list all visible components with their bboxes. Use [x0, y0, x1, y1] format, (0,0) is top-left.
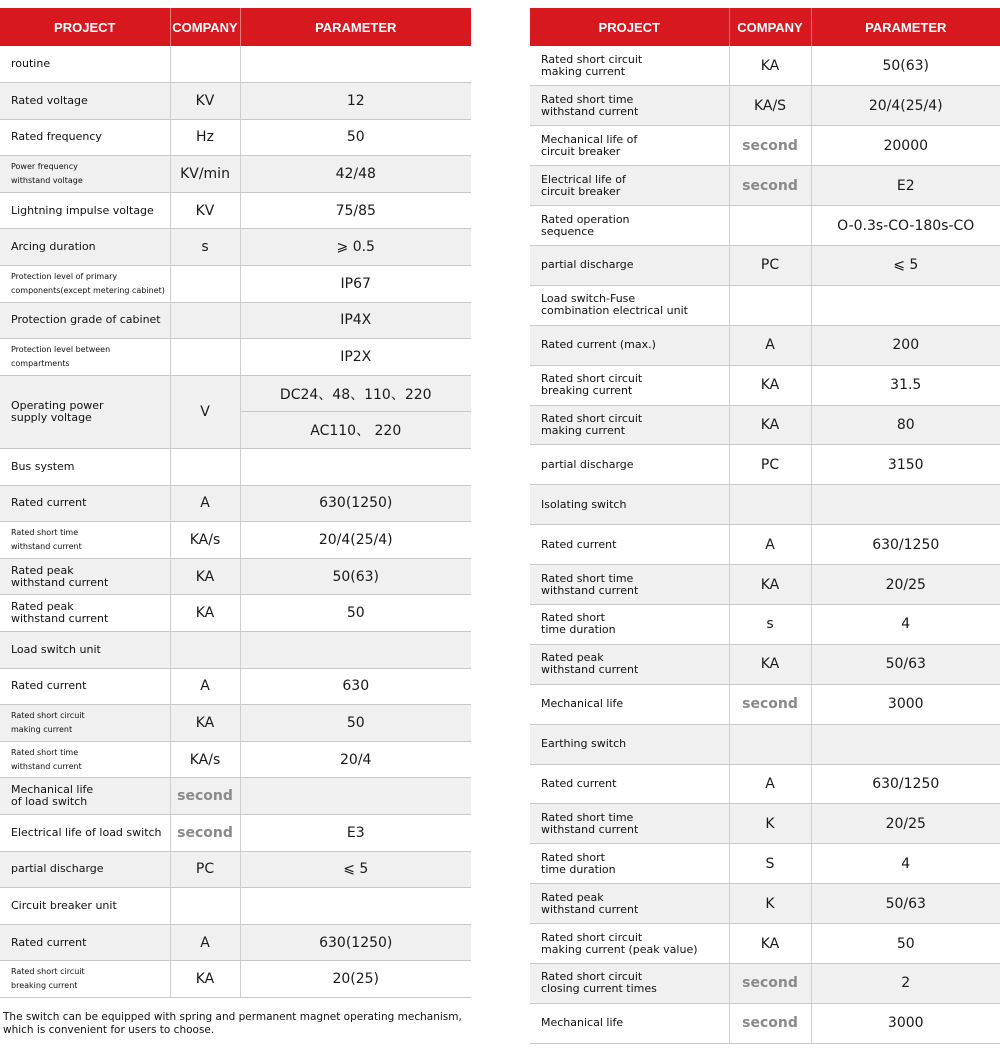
parameter-cell: 50: [240, 119, 471, 156]
company-cell: PC: [729, 445, 811, 485]
table-row: [0, 339, 471, 376]
company-cell: KV/min: [170, 156, 240, 193]
company-cell: A: [170, 485, 240, 522]
parameter-cell: 50(63): [240, 558, 471, 595]
parameter-cell: [240, 449, 471, 486]
table-row: [530, 86, 1000, 126]
company-cell: A: [170, 668, 240, 705]
parameter-cell: [811, 285, 1000, 325]
table-row: [0, 558, 471, 595]
project-cell: Earthing switch: [530, 724, 729, 764]
project-cell: Electrical life of load switch: [0, 814, 170, 851]
company-cell: s: [170, 229, 240, 266]
parameter-cell: 630(1250): [240, 485, 471, 522]
table-row: [0, 778, 471, 815]
project-cell: Rated peak withstand current: [0, 595, 170, 632]
project-cell: Rated short time withstand current: [0, 741, 170, 778]
table-row: [530, 365, 1000, 405]
project-cell: Circuit breaker unit: [0, 888, 170, 925]
table-row: [530, 445, 1000, 485]
project-cell: Rated peak withstand current: [0, 558, 170, 595]
project-cell: Rated frequency: [0, 119, 170, 156]
company-cell: second: [729, 684, 811, 724]
company-cell: KA: [170, 961, 240, 998]
project-cell: Rated short time duration: [530, 604, 729, 644]
company-cell: KV: [170, 83, 240, 120]
parameter-cell: IP2X: [240, 339, 471, 376]
table-row: [0, 595, 471, 632]
parameter-cell: 50(63): [811, 46, 1000, 86]
project-cell: Rated current: [530, 525, 729, 565]
table-row: [0, 119, 471, 156]
parameter-cell: E2: [811, 166, 1000, 206]
project-cell: Protection grade of cabinet: [0, 302, 170, 339]
left-spec-table: [0, 8, 471, 998]
table-row: [530, 804, 1000, 844]
project-cell: Rated short circuit breaking current: [530, 365, 729, 405]
table-row: [530, 884, 1000, 924]
company-cell: PC: [729, 245, 811, 285]
company-cell: [170, 302, 240, 339]
project-cell: Mechanical life of load switch: [0, 778, 170, 815]
table-row: [530, 1003, 1000, 1043]
parameter-cell: 50/63: [811, 644, 1000, 684]
parameter-cell: 3000: [811, 1003, 1000, 1043]
company-cell: [729, 285, 811, 325]
project-cell: partial discharge: [530, 445, 729, 485]
table-row: [530, 405, 1000, 445]
parameter-cell: 630/1250: [811, 764, 1000, 804]
table-row: [0, 485, 471, 522]
company-cell: [170, 449, 240, 486]
project-cell: Rated short time duration: [530, 844, 729, 884]
project-cell: Mechanical life: [530, 1003, 729, 1043]
parameter-cell: 630(1250): [240, 924, 471, 961]
project-cell: Bus system: [0, 449, 170, 486]
table-row: [0, 449, 471, 486]
parameter-cell: 20/4(25/4): [240, 522, 471, 559]
footnote: The switch can be equipped with spring and permanent magnet operating mechanism, which is convenient for users to choose.: [3, 1011, 462, 1036]
table-row: [0, 83, 471, 120]
table-row: [0, 156, 471, 193]
parameter-cell: [240, 46, 471, 83]
project-cell: Isolating switch: [530, 485, 729, 525]
project-cell: Rated peak withstand current: [530, 644, 729, 684]
company-cell: second: [729, 126, 811, 166]
parameter-cell: 630: [240, 668, 471, 705]
parameter-cell: 12: [240, 83, 471, 120]
table-row: [0, 632, 471, 669]
company-cell: KA: [729, 46, 811, 86]
company-cell: [170, 632, 240, 669]
parameter-cell: 20/4: [240, 741, 471, 778]
company-cell: [170, 339, 240, 376]
table-row: [0, 668, 471, 705]
project-cell: Lightning impulse voltage: [0, 192, 170, 229]
parameter-cell: E3: [240, 814, 471, 851]
table-row: [0, 46, 471, 83]
company-cell: KA: [170, 595, 240, 632]
company-cell: [170, 266, 240, 303]
table-row: [0, 266, 471, 303]
company-cell: KA: [170, 705, 240, 742]
table-row: [0, 522, 471, 559]
project-cell: Rated current (max.): [530, 325, 729, 365]
company-cell: V: [170, 375, 240, 448]
parameter-cell: O-0.3s-CO-180s-CO: [811, 206, 1000, 246]
project-cell: Rated short circuit breaking current: [0, 961, 170, 998]
project-cell: Mechanical life of circuit breaker: [530, 126, 729, 166]
parameter-cell: 50/63: [811, 884, 1000, 924]
table-row: [0, 705, 471, 742]
table-row: [530, 206, 1000, 246]
project-cell: routine: [0, 46, 170, 83]
parameter-cell: 20(25): [240, 961, 471, 998]
parameter-cell: 4: [811, 604, 1000, 644]
company-cell: [170, 46, 240, 83]
parameter-cell: 3000: [811, 684, 1000, 724]
parameter-cell: 80: [811, 405, 1000, 445]
parameter-cell: 4: [811, 844, 1000, 884]
table-row: [530, 764, 1000, 804]
parameter-cell: 42/48: [240, 156, 471, 193]
company-cell: KV: [170, 192, 240, 229]
project-cell: Protection level of primary components(except metering cabinet): [0, 266, 170, 303]
project-cell: Rated current: [0, 668, 170, 705]
table-row: [0, 229, 471, 266]
table-row: [530, 126, 1000, 166]
project-cell: Rated short circuit making current: [530, 405, 729, 445]
project-cell: Rated short time withstand current: [0, 522, 170, 559]
left-header-row: [0, 8, 471, 46]
parameter-cell: 20/25: [811, 804, 1000, 844]
project-cell: Electrical life of circuit breaker: [530, 166, 729, 206]
project-cell: Load switch-Fuse combination electrical unit: [530, 285, 729, 325]
parameter-cell: 20/4(25/4): [811, 86, 1000, 126]
company-cell: A: [170, 924, 240, 961]
company-cell: PC: [170, 851, 240, 888]
project-header: PROJECT: [0, 8, 170, 46]
parameter-cell: IP4X: [240, 302, 471, 339]
parameter-cell: [240, 888, 471, 925]
parameter-cell: [811, 485, 1000, 525]
company-cell: KA: [170, 558, 240, 595]
table-row: [530, 325, 1000, 365]
table-row: [530, 46, 1000, 86]
company-cell: K: [729, 804, 811, 844]
table-row: [0, 814, 471, 851]
company-cell: second: [729, 1003, 811, 1043]
company-cell: second: [729, 166, 811, 206]
table-row: [530, 245, 1000, 285]
company-cell: A: [729, 764, 811, 804]
left-table-body: [0, 46, 471, 997]
company-cell: KA: [729, 924, 811, 964]
project-cell: Rated short time withstand current: [530, 804, 729, 844]
parameter-cell: 50: [240, 595, 471, 632]
company-cell: second: [170, 814, 240, 851]
table-row: [530, 525, 1000, 565]
table-row: [0, 888, 471, 925]
table-row: [530, 724, 1000, 764]
parameter-cell: DC24、48、110、220: [240, 375, 471, 412]
company-cell: KA: [729, 565, 811, 605]
table-row: [0, 961, 471, 998]
parameter-cell: 31.5: [811, 365, 1000, 405]
parameter-cell: IP67: [240, 266, 471, 303]
company-cell: [729, 485, 811, 525]
right-spec-table: [530, 8, 1000, 1044]
company-cell: KA: [729, 405, 811, 445]
table-row: [530, 604, 1000, 644]
parameter-cell: AC110、 220: [240, 412, 471, 449]
project-cell: partial discharge: [0, 851, 170, 888]
project-header: PROJECT: [530, 8, 729, 46]
company-cell: KA: [729, 365, 811, 405]
parameter-cell: 20/25: [811, 565, 1000, 605]
parameter-cell: 50: [811, 924, 1000, 964]
parameter-cell: 630/1250: [811, 525, 1000, 565]
project-cell: Mechanical life: [530, 684, 729, 724]
parameter-cell: 75/85: [240, 192, 471, 229]
parameter-cell: [811, 724, 1000, 764]
table-row: [530, 924, 1000, 964]
parameter-cell: 50: [240, 705, 471, 742]
project-cell: Rated short circuit making current: [0, 705, 170, 742]
parameter-cell: ⩽ 5: [240, 851, 471, 888]
table-row: [530, 565, 1000, 605]
project-cell: Rated voltage: [0, 83, 170, 120]
project-cell: Rated short time withstand current: [530, 86, 729, 126]
table-row: [530, 684, 1000, 724]
project-cell: Rated current: [0, 485, 170, 522]
project-cell: Protection level between compartments: [0, 339, 170, 376]
project-cell: Rated operation sequence: [530, 206, 729, 246]
project-cell: Rated short circuit making current: [530, 46, 729, 86]
project-cell: Rated current: [530, 764, 729, 804]
company-cell: Hz: [170, 119, 240, 156]
table-row: [530, 963, 1000, 1003]
company-cell: KA: [729, 644, 811, 684]
project-cell: Rated current: [0, 924, 170, 961]
table-row: [530, 844, 1000, 884]
parameter-cell: ⩽ 5: [811, 245, 1000, 285]
table-row: [0, 192, 471, 229]
table-row: [0, 302, 471, 339]
company-cell: second: [729, 963, 811, 1003]
table-row: [0, 924, 471, 961]
table-row: [530, 166, 1000, 206]
table-row: [530, 285, 1000, 325]
project-cell: partial discharge: [530, 245, 729, 285]
parameter-cell: 3150: [811, 445, 1000, 485]
company-cell: A: [729, 325, 811, 365]
project-cell: Operating power supply voltage: [0, 375, 170, 448]
company-header: COMPANY: [729, 8, 811, 46]
project-cell: Rated short circuit closing current times: [530, 963, 729, 1003]
company-cell: A: [729, 525, 811, 565]
company-cell: second: [170, 778, 240, 815]
company-cell: K: [729, 884, 811, 924]
table-row: [530, 485, 1000, 525]
company-cell: KA/s: [170, 522, 240, 559]
parameter-cell: [240, 778, 471, 815]
parameter-cell: [240, 632, 471, 669]
parameter-header: PARAMETER: [811, 8, 1000, 46]
table-row: [0, 851, 471, 888]
right-header-row: [530, 8, 1000, 46]
company-cell: [729, 724, 811, 764]
project-cell: Rated short circuit making current (peak value): [530, 924, 729, 964]
company-cell: s: [729, 604, 811, 644]
company-cell: [729, 206, 811, 246]
company-cell: [170, 888, 240, 925]
company-header: COMPANY: [170, 8, 240, 46]
company-cell: KA/s: [170, 741, 240, 778]
parameter-cell: 20000: [811, 126, 1000, 166]
project-cell: Arcing duration: [0, 229, 170, 266]
project-cell: Power frequency withstand voltage: [0, 156, 170, 193]
table-row: [0, 375, 471, 412]
project-cell: Rated peak withstand current: [530, 884, 729, 924]
right-table-body: [530, 46, 1000, 1043]
parameter-header: PARAMETER: [240, 8, 471, 46]
company-cell: S: [729, 844, 811, 884]
table-row: [530, 644, 1000, 684]
company-cell: KA/S: [729, 86, 811, 126]
project-cell: Rated short time withstand current: [530, 565, 729, 605]
table-row: [0, 741, 471, 778]
project-cell: Load switch unit: [0, 632, 170, 669]
parameter-cell: 2: [811, 963, 1000, 1003]
parameter-cell: 200: [811, 325, 1000, 365]
parameter-cell: ⩾ 0.5: [240, 229, 471, 266]
